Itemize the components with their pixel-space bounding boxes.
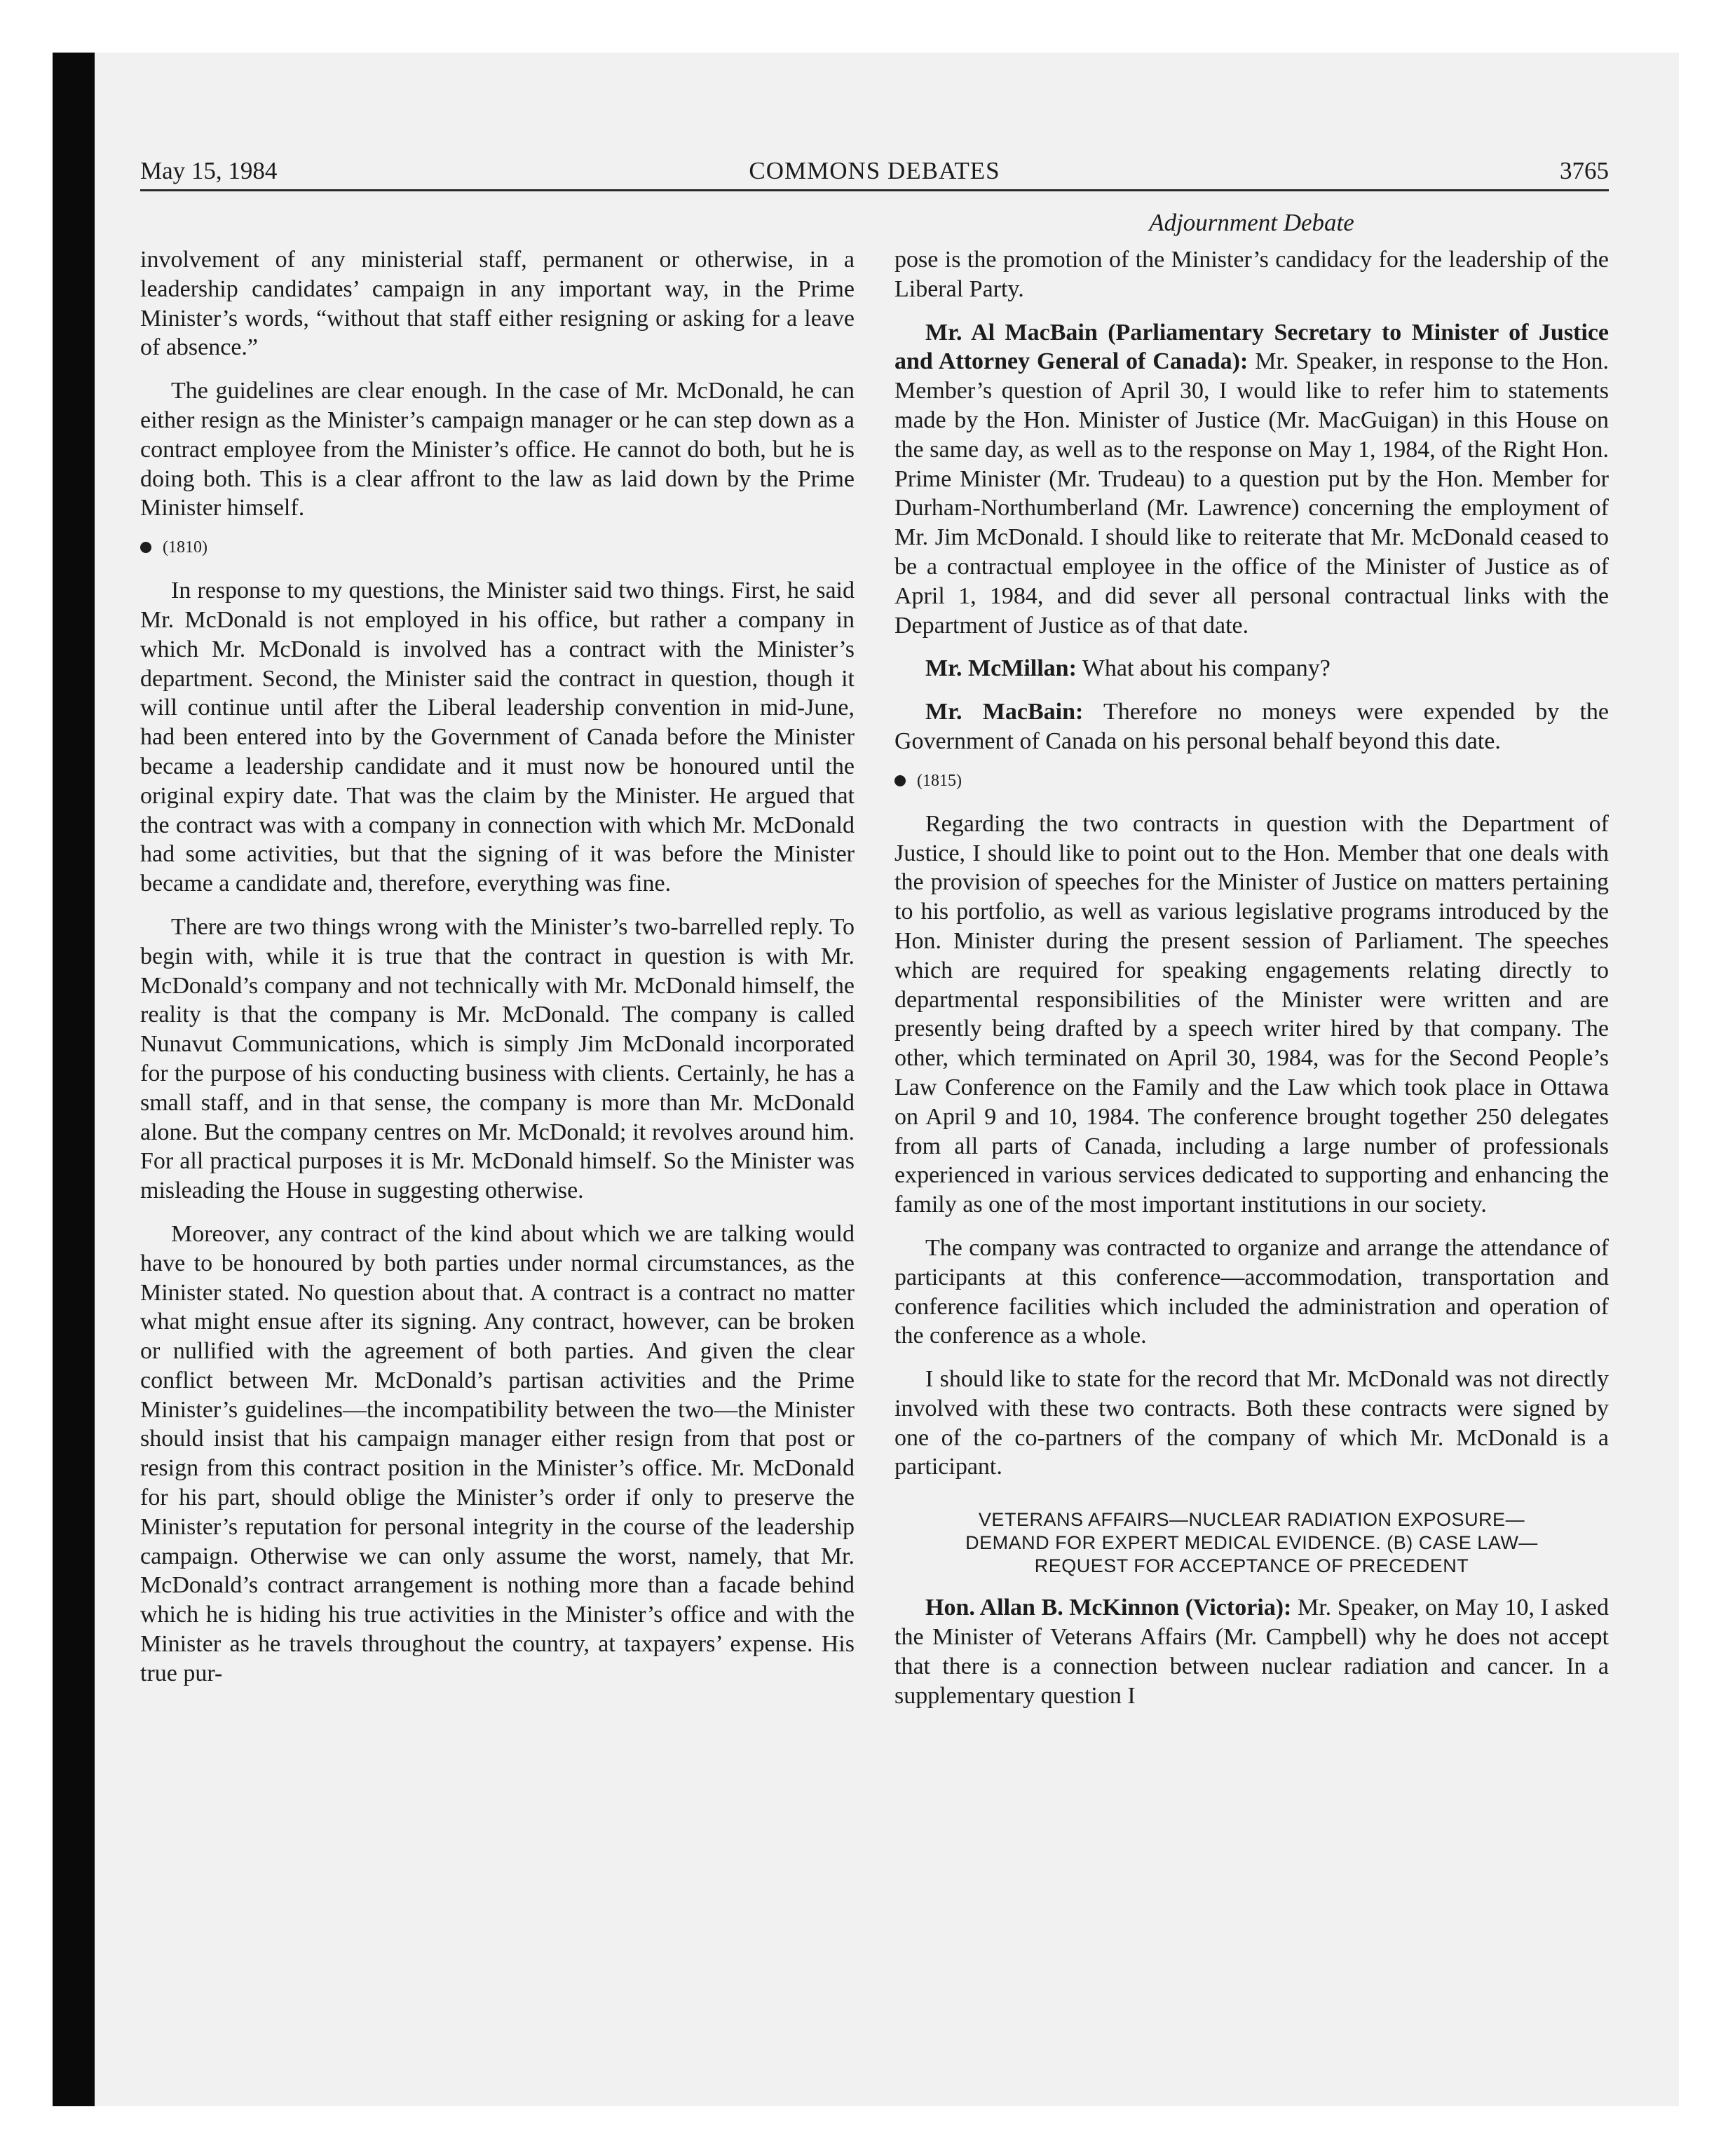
time-marker <box>140 537 855 558</box>
scan-margin <box>0 0 53 2156</box>
speaker-name: Hon. Allan B. McKinnon (Victoria): <box>925 1595 1292 1621</box>
right-column <box>894 245 1609 1724</box>
speech-text: What about his company? <box>1076 655 1331 682</box>
header-title: COMMONS DEBATES <box>749 157 1000 184</box>
paragraph: involvement of any ministerial staff, permanent or otherwise, in a leadership candidates’ campaign in any important way, in the Prime Minister’s words, “without that staff either resigning or asking for a leave of absence.” <box>140 247 855 361</box>
time-stamp: (1810) <box>163 538 207 557</box>
time-marker <box>894 770 1609 791</box>
speech-text: Mr. Speaker, on May 10, I asked the Minister of Veterans Affairs (Mr. Campbell) why he does not accept that there is a connection between nuclear radiation and cancer. In a supplementary question I <box>894 1595 1609 1709</box>
paragraph: Moreover, any contract of the kind about which we are talking would have to be honoured by both parties under normal circumstances, as the Minister stated. No question about that. A contract is a contract no matter what might ensue after its signing. Any contract, however, can be broken or nullified with the agreement of both parties. And given the clear conflict between Mr. McDonald’s partisan activities and the Prime Minister’s guidelines—the incompatibility between the two—the Minister should insist that his campaign manager either resign from that post or resign from this contract position in the Minister’s office. Mr. McDonald for his part, should oblige the Minister’s order if only to preserve the Minister’s reputation for personal integrity in the course of the leadership campaign. Otherwise we can only assume the worst, namely, that Mr. McDonald’s contract arrangement is nothing more than a facade behind which he is hiding his true activities in the Minister’s office and with the Minister as he travels throughout the country, at taxpayers’ expense. His true pur- <box>140 1220 855 1686</box>
paragraph: Regarding the two contracts in question with the Department of Justice, I should like to point out to the Hon. Member that one deals with the provision of speeches for the Minister of Justice on matters pertaining to his portfolio, as well as various legislative programs introduced by the Hon. Minister during the present session of Parliament. The speeches which are required for speaking engagements relating directly to departmental responsibilities of the Minister were written and are presently being drafted by a speech writer hired by that company. The other, which terminated on April 30, 1984, was for the Second People’s Law Conference on the Family and the Law which took place in Ottawa on April 9 and 10, 1984. The conference brought together 250 delegates from all parts of Canada, including a large number of professionals experienced in various services dedicated to supporting and enhancing the family as one of the most important institutions in our society. <box>894 810 1609 1218</box>
speech-paragraph <box>894 1593 1609 1710</box>
speech-paragraph <box>894 654 1609 683</box>
paragraph: In response to my questions, the Minister said two things. First, he said Mr. McDonald is not employed in his office, but rather a company in which Mr. McDonald is involved has a contract with the Minister’s department. Second, the Minister said the contract in question, though it will continue until after the Liberal leadership convention in mid-June, had been entered into by the Government of Canada before the Minister became a leadership candidate and it must now be honoured until the original expiry date. That was the claim by the Minister. He argued that the contract was with a company in connection with which Mr. McDonald had some activities, but that the signing of it was before the Minister became a candidate and, therefore, everything was fine. <box>140 578 855 897</box>
speech-text: Therefore no moneys were expended by the Government of Canada on his personal behalf beyond this date. <box>894 699 1609 754</box>
paragraph: The company was contracted to organize and arrange the attendance of participants at this conference—accommodation, transportation and conference facilities which included the administration and operation of the conference as a whole. <box>894 1234 1609 1349</box>
running-head <box>140 156 1609 191</box>
left-column <box>140 245 855 1703</box>
paragraph: The guidelines are clear enough. In the case of Mr. McDonald, he can either resign as the Minister’s campaign manager or he can step down as a contract employee from the Minister’s office. He cannot do both, but he is doing both. This is a clear affront to the law as laid down by the Prime Minister himself. <box>140 378 855 521</box>
subject-heading <box>894 1508 1609 1578</box>
speaker-name: Mr. Al MacBain (Parliamentary Secretary to Minister of Justice and Attorney General of Canada): <box>894 319 1609 375</box>
paragraph: There are two things wrong with the Minister’s two-barrelled reply. To begin with, while it is true that the contract in question is with Mr. McDonald’s company and not technically with Mr. McDonald himself, the reality is that the company is Mr. McDonald. The company is called Nunavut Communications, which is simply Jim McDonald incorporated for the purpose of his conducting business with clients. Certainly, he has a small staff, and in that sense, the company is more than Mr. McDonald alone. But the company centres on Mr. McDonald; it revolves around him. For all practical purposes it is Mr. McDonald himself. So the Minister was misleading the House in suggesting otherwise. <box>140 913 855 1204</box>
paragraph: I should like to state for the record that Mr. McDonald was not directly involved with these two contracts. Both these contracts were signed by one of the co-partners of the company of which Mr. McDonald is a participant. <box>894 1366 1609 1480</box>
bullet-dot-icon <box>140 542 151 553</box>
speaker-name: Mr. McMillan: <box>925 655 1077 682</box>
header-page-number: 3765 <box>1560 157 1609 184</box>
time-stamp: (1815) <box>917 771 962 790</box>
scan-binding-edge <box>53 53 95 2106</box>
bullet-dot-icon <box>894 775 906 786</box>
speech-paragraph <box>894 318 1609 641</box>
speech-paragraph <box>894 697 1609 756</box>
section-title: Adjournment Debate <box>1149 209 1354 236</box>
heading-line: REQUEST FOR ACCEPTANCE OF PRECEDENT <box>1034 1555 1469 1577</box>
heading-line: DEMAND FOR EXPERT MEDICAL EVIDENCE. (B) CASE LAW— <box>965 1532 1538 1554</box>
speech-text: Mr. Speaker, in response to the Hon. Member’s question of April 30, I would like to refer him to statements made by the Hon. Minister of Justice (Mr. MacGuigan) in this House on the same day, as well as to the response on May 1, 1984, of the Right Hon. Prime Minister (Mr. Trudeau) to a question put by the Hon. Member for Durham-Northumberland (Mr. Lawrence) concerning the employment of Mr. Jim McDonald. I should like to reiterate that Mr. McDonald ceased to be a contractual employee in the office of the Minister of Justice as of April 1, 1984, and did sever all personal contractual links with the Department of Justice as of that date. <box>894 348 1609 639</box>
speaker-name: Mr. MacBain: <box>925 699 1084 725</box>
paragraph: pose is the promotion of the Minister’s candidacy for the leadership of the Liberal Party. <box>894 247 1609 302</box>
heading-line: VETERANS AFFAIRS—NUCLEAR RADIATION EXPOSURE— <box>978 1509 1525 1531</box>
header-date: May 15, 1984 <box>140 157 278 184</box>
